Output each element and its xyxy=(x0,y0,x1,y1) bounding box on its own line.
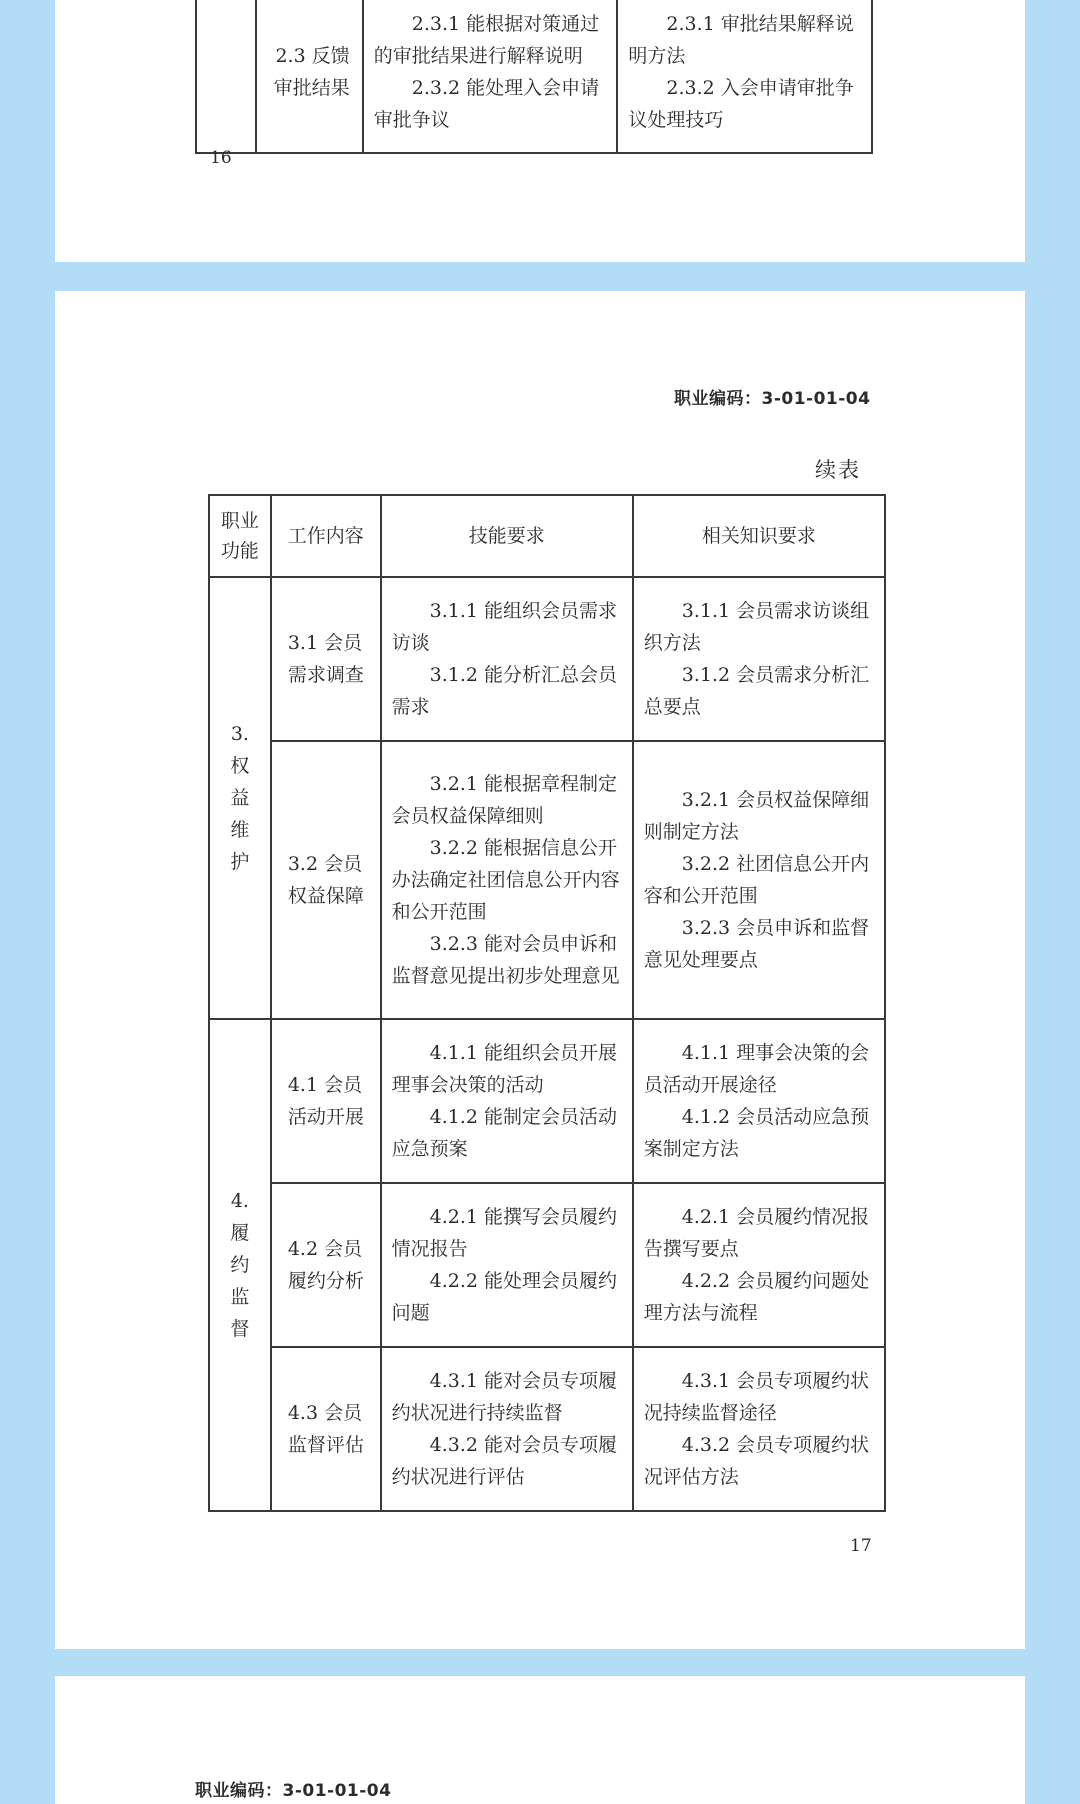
skill-item: 3.1.2 能分析汇总会员需求 xyxy=(391,664,617,718)
knowledge-item: 2.3.1 审批结果解释说明方法 xyxy=(628,13,854,67)
skill-item: 4.3.1 能对会员专项履约状况进行持续监督 xyxy=(391,1370,617,1424)
table-row xyxy=(209,577,885,741)
skill-item: 4.2.1 能撰写会员履约情况报告 xyxy=(391,1206,617,1260)
knowledge-item: 3.1.1 会员需求访谈组织方法 xyxy=(643,600,870,654)
work-content-cell xyxy=(271,741,381,1019)
work-content-cell xyxy=(271,1183,381,1347)
skill-requirements-cell xyxy=(381,1019,633,1183)
header-knowledge: 相关知识要求 xyxy=(633,495,885,577)
work-content-text: 4.2 会员履约分析 xyxy=(287,1238,364,1292)
skill-item: 4.3.2 能对会员专项履约状况进行评估 xyxy=(391,1434,617,1488)
knowledge-item: 3.1.2 会员需求分析汇总要点 xyxy=(643,664,870,718)
skill-requirements-cell xyxy=(381,1347,633,1511)
knowledge-item: 3.2.3 会员申诉和监督意见处理要点 xyxy=(643,917,870,971)
skill-item: 4.1.1 能组织会员开展理事会决策的活动 xyxy=(391,1042,617,1096)
table-row xyxy=(209,741,885,1019)
skill-item: 4.2.2 能处理会员履约问题 xyxy=(391,1270,617,1324)
knowledge-requirements-cell xyxy=(633,1347,885,1511)
page-number: 16 xyxy=(210,148,232,168)
occupation-code: 职业编码：3-01-01-04 xyxy=(674,389,871,409)
knowledge-requirements-cell xyxy=(633,741,885,1019)
function-text: 4.履约监督 xyxy=(230,1190,250,1340)
header-function: 职业功能 xyxy=(209,495,271,577)
knowledge-requirements-cell xyxy=(633,1019,885,1183)
occupation-code: 职业编码：3-01-01-04 xyxy=(195,1781,392,1801)
work-content-cell xyxy=(271,1019,381,1183)
knowledge-item: 4.1.2 会员活动应急预案制定方法 xyxy=(643,1106,870,1160)
document-page-17 xyxy=(55,291,1025,1649)
skill-item: 4.1.2 能制定会员活动应急预案 xyxy=(391,1106,617,1160)
skill-item: 2.3.1 能根据对策通过的审批结果进行解释说明 xyxy=(373,13,600,67)
knowledge-item: 4.2.2 会员履约问题处理方法与流程 xyxy=(643,1270,870,1324)
knowledge-item: 4.3.1 会员专项履约状况持续监督途径 xyxy=(643,1370,870,1424)
work-content-text: 3.2 会员权益保障 xyxy=(287,853,364,907)
table-row xyxy=(196,0,872,153)
header-work-content: 工作内容 xyxy=(271,495,381,577)
skill-item: 3.2.1 能根据章程制定会员权益保障细则 xyxy=(391,773,617,827)
knowledge-item: 3.2.2 社团信息公开内容和公开范围 xyxy=(643,853,870,907)
knowledge-requirements-cell xyxy=(633,1183,885,1347)
requirements-table-page-17 xyxy=(208,494,886,1512)
knowledge-item: 4.3.2 会员专项履约状况评估方法 xyxy=(643,1434,870,1488)
function-cell-rights xyxy=(209,577,271,1019)
continued-label: 续表 xyxy=(815,458,861,482)
skill-item: 3.2.2 能根据信息公开办法确定社团信息公开内容和公开范围 xyxy=(391,837,620,923)
skill-requirements-cell xyxy=(381,577,633,741)
knowledge-item: 4.2.1 会员履约情况报告撰写要点 xyxy=(643,1206,870,1260)
knowledge-item: 4.1.1 理事会决策的会员活动开展途径 xyxy=(643,1042,870,1096)
work-content-cell xyxy=(271,1347,381,1511)
work-content-text: 4.1 会员活动开展 xyxy=(287,1074,364,1128)
skill-item: 3.2.3 能对会员申诉和监督意见提出初步处理意见 xyxy=(391,933,620,987)
header-skills: 技能要求 xyxy=(381,495,633,577)
work-content-cell xyxy=(271,577,381,741)
skill-requirements-cell xyxy=(381,741,633,1019)
function-cell-supervision xyxy=(209,1019,271,1511)
function-text: 3.权益维护 xyxy=(230,723,250,873)
skill-item: 3.1.1 能组织会员需求访谈 xyxy=(391,600,617,654)
document-page-18 xyxy=(55,1676,1025,1804)
table-row xyxy=(209,1347,885,1511)
work-content-text: 4.3 会员监督评估 xyxy=(287,1402,364,1456)
work-content-text: 3.1 会员需求调查 xyxy=(287,632,364,686)
knowledge-item: 2.3.2 入会申请审批争议处理技巧 xyxy=(628,77,854,131)
table-header-row xyxy=(209,495,885,577)
knowledge-item: 3.2.1 会员权益保障细则制定方法 xyxy=(643,789,870,843)
skill-requirements-cell xyxy=(381,1183,633,1347)
function-cell-empty xyxy=(196,0,256,153)
knowledge-requirements-cell xyxy=(633,577,885,741)
page-number: 17 xyxy=(850,1536,872,1556)
skill-requirements-cell xyxy=(363,0,618,153)
work-content-text: 2.3 反馈审批结果 xyxy=(273,45,350,99)
requirements-table-page-16 xyxy=(195,0,873,154)
skill-item: 2.3.2 能处理入会申请审批争议 xyxy=(373,77,600,131)
knowledge-requirements-cell xyxy=(617,0,872,153)
table-row xyxy=(209,1183,885,1347)
document-page-16 xyxy=(55,0,1025,262)
work-content-cell xyxy=(256,0,363,153)
table-row xyxy=(209,1019,885,1183)
